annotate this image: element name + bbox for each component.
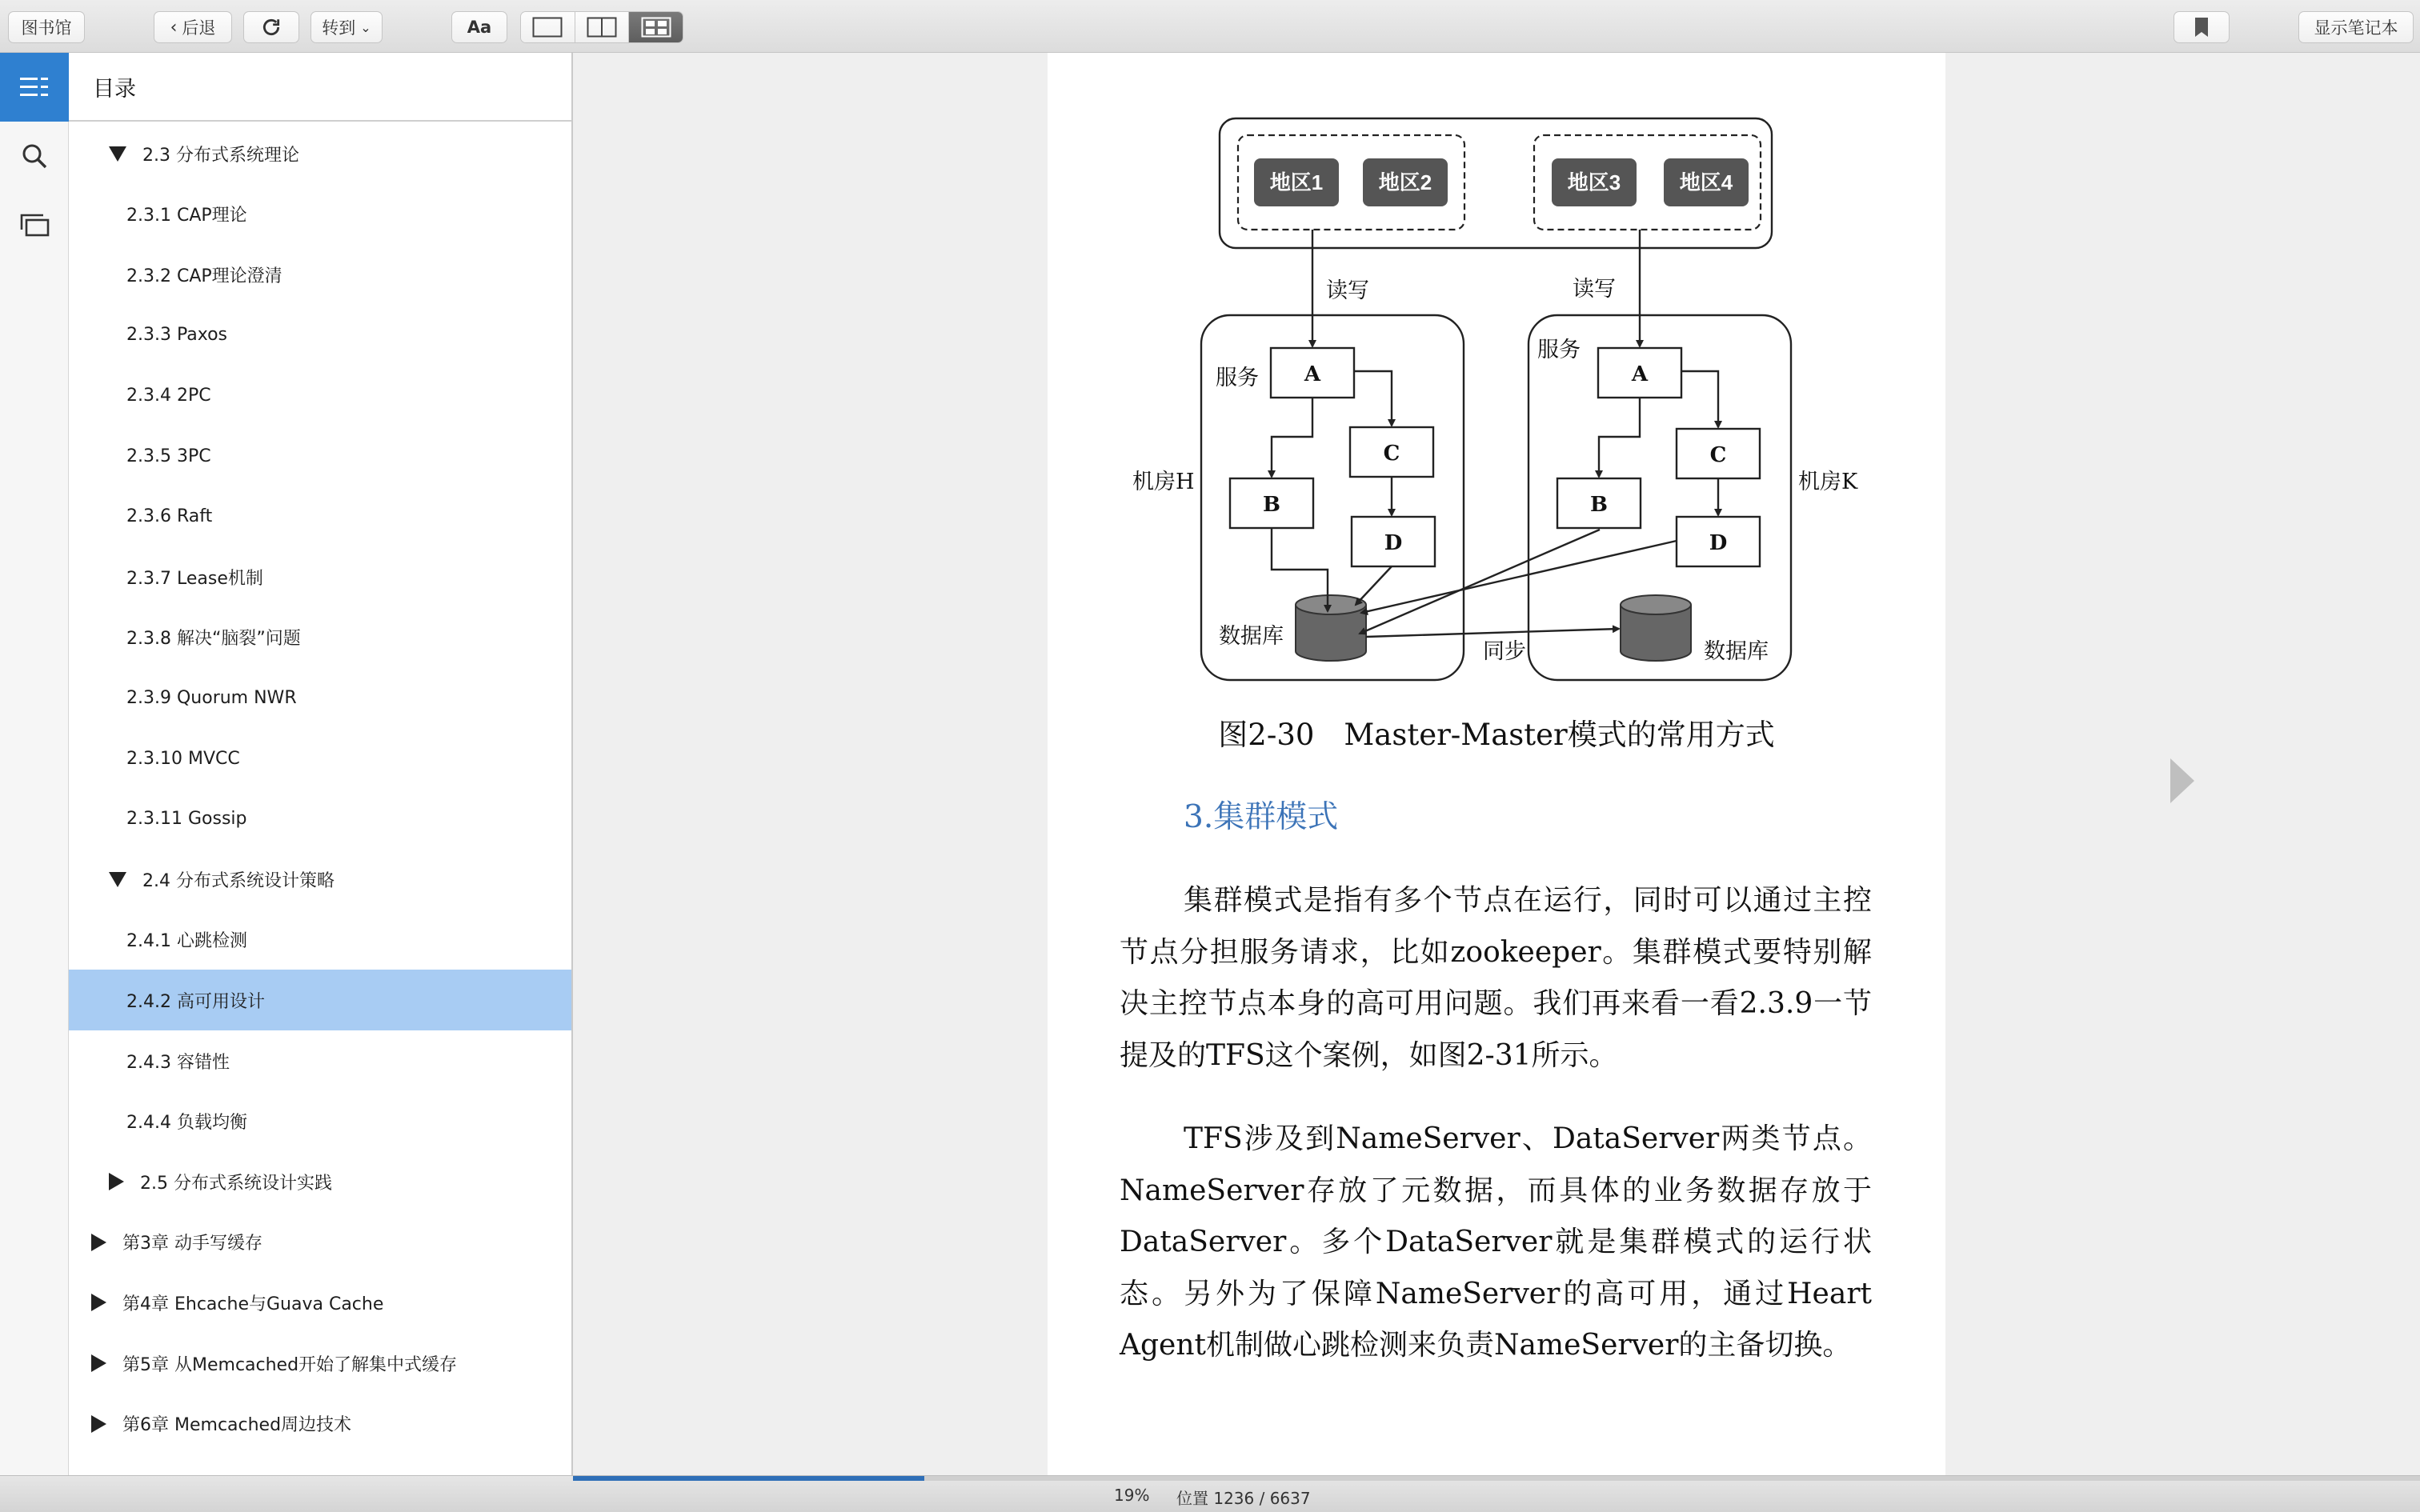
node-k-d-label: D: [1709, 531, 1728, 555]
toc-item[interactable]: [69, 486, 573, 547]
region-2-label: 地区2: [1378, 170, 1432, 194]
book-page: [1048, 53, 1945, 1475]
toc-item-label: 2.3.1 CAP理论: [126, 206, 247, 226]
toc-item-label: 2.4.2 高可用设计: [126, 991, 265, 1012]
rw-left-label: 读写: [1326, 278, 1369, 303]
toc-item[interactable]: [69, 546, 573, 607]
paragraph-2: TFS涉及到NameServer、DataServer两类节点。NameServer存放了元数据，而具体的业务数据存放于DataServer。多个DataServer就是集群模式的运行状态。另外为了保障NameServer的高可用，通过Heart Agent机制做心跳检测来负责NameServer的主备切换。: [1120, 1122, 1872, 1362]
grid-view-icon: [641, 17, 671, 38]
chevron-left-icon: ‹: [170, 17, 178, 38]
reading-area: [573, 53, 2420, 1475]
toc-item-label: 2.4.4 负载均衡: [126, 1113, 247, 1134]
reading-progress-fill: [573, 1476, 924, 1481]
flashcards-tab[interactable]: [0, 190, 69, 259]
font-button[interactable]: [451, 11, 507, 43]
region-1-label: 地区1: [1269, 170, 1324, 194]
database-right-icon: [1621, 595, 1691, 661]
room-k-label: 机房K: [1798, 470, 1858, 494]
paragraph-1: 集群模式是指有多个节点在运行，同时可以通过主控节点分担服务请求，比如zookeeper。集群模式要特别解决主控节点本身的高可用问题。我们再来看一看2.3.9一节提及的TFS这个案例，如图2-31所示。: [1120, 884, 1872, 1072]
single-page-view-button[interactable]: [521, 12, 575, 42]
table-of-contents-panel: [69, 53, 573, 1475]
progress-percent: 19%: [1114, 1486, 1150, 1505]
chevron-down-icon: ⌄: [360, 19, 371, 35]
room-h-label: 机房H: [1132, 470, 1195, 494]
view-mode-selector: [520, 11, 683, 43]
toc-item[interactable]: [69, 667, 573, 728]
toc-item-label: 2.3.6 Raft: [126, 506, 213, 527]
top-toolbar: [0, 0, 2420, 53]
node-k-b-label: B: [1590, 493, 1608, 517]
notebook-label: 显示笔记本: [2314, 18, 2398, 38]
disclosure-expanded-icon[interactable]: [109, 872, 126, 887]
toc-item-label: 2.3.7 Lease机制: [126, 568, 263, 589]
disclosure-expanded-icon[interactable]: [109, 146, 126, 162]
toc-item-label: 第4章 Ehcache与Guava Cache: [122, 1294, 384, 1314]
toc-item[interactable]: [69, 244, 573, 305]
two-page-view-button[interactable]: [575, 12, 630, 42]
node-h-d-label: D: [1384, 531, 1403, 555]
toc-item[interactable]: [69, 1212, 573, 1273]
toc-item-label: 2.3 分布式系统理论: [142, 145, 299, 166]
sync-label: 同步: [1483, 639, 1526, 664]
toc-item-label: 2.3.5 3PC: [126, 446, 211, 466]
toc-item-label: 2.5 分布式系统设计实践: [140, 1173, 332, 1194]
toc-title: 目录: [69, 53, 571, 122]
toc-item[interactable]: [69, 1333, 573, 1394]
toc-item-label: 2.3.4 2PC: [126, 385, 211, 406]
location-readout: 位置 1236 / 6637: [1176, 1489, 1311, 1508]
arrow-k-a-c: [1681, 371, 1718, 427]
library-label: 图书馆: [21, 18, 72, 38]
database-left-icon: [1296, 595, 1366, 661]
toc-item-label: 2.3.9 Quorum NWR: [126, 687, 297, 708]
db-left-label: 数据库: [1219, 624, 1284, 649]
bookmark-button[interactable]: [2174, 11, 2230, 43]
search-icon: [21, 142, 48, 170]
sidebar-rail: [0, 53, 69, 1475]
next-page-arrow-icon[interactable]: [2170, 758, 2194, 803]
db-right-label: 数据库: [1704, 639, 1769, 664]
toc-item-label: 2.3.11 Gossip: [126, 809, 247, 830]
toc-item[interactable]: [69, 1091, 573, 1152]
search-tab[interactable]: [0, 122, 69, 190]
node-h-b-label: B: [1263, 493, 1280, 517]
toc-tab[interactable]: [0, 53, 69, 122]
arrow-h-a-b: [1272, 398, 1312, 477]
toc-item-label: 2.4 分布式系统设计策略: [142, 870, 335, 891]
figure-master-master-diagram: [1048, 53, 1945, 693]
back-button[interactable]: [154, 11, 232, 43]
toc-item-label: 2.4.1 心跳检测: [126, 931, 247, 952]
disclosure-collapsed-icon[interactable]: [91, 1415, 106, 1433]
toc-item[interactable]: [69, 1272, 573, 1333]
toc-item-label: 2.3.2 CAP理论澄清: [126, 266, 282, 286]
region-3-label: 地区3: [1567, 170, 1621, 194]
bookmark-icon: [2194, 17, 2210, 38]
service-right-label: 服务: [1537, 338, 1581, 362]
toc-item[interactable]: [69, 123, 573, 184]
disclosure-collapsed-icon[interactable]: [109, 1173, 124, 1190]
toc-item[interactable]: [69, 910, 573, 970]
toc-item[interactable]: [69, 1151, 573, 1212]
toc-item[interactable]: [69, 1394, 573, 1454]
toc-item[interactable]: [69, 849, 573, 910]
show-notebook-button[interactable]: [2298, 11, 2414, 43]
font-label: Aa: [467, 18, 492, 37]
node-k-a-label: A: [1631, 362, 1649, 386]
toc-item-label: 2.3.3 Paxos: [126, 325, 227, 346]
toc-item[interactable]: [69, 184, 573, 245]
region-4-label: 地区4: [1679, 170, 1733, 194]
reading-progress-bar[interactable]: [573, 1476, 2420, 1481]
refresh-icon: [261, 17, 282, 38]
toc-item[interactable]: [69, 607, 573, 668]
toc-item-label: 2.4.3 容错性: [126, 1052, 230, 1073]
figure-caption: 图2-30 Master-Master模式的常用方式: [1218, 718, 1775, 752]
node-k-c-label: C: [1709, 443, 1727, 467]
section-heading: 3.集群模式: [1184, 799, 1339, 835]
single-page-icon: [532, 17, 563, 38]
node-h-c-label: C: [1383, 442, 1400, 466]
toc-item-label: 2.3.10 MVCC: [126, 748, 240, 769]
back-label: 后退: [182, 18, 216, 38]
toc-item-label: 2.3.8 解决“脑裂”问题: [126, 629, 301, 650]
scroll-view-button[interactable]: [629, 12, 683, 42]
toc-item[interactable]: [69, 365, 573, 426]
toc-item-label: 第3章 动手写缓存: [122, 1234, 262, 1254]
refresh-button[interactable]: [243, 11, 299, 43]
disclosure-collapsed-icon[interactable]: [91, 1234, 106, 1251]
toc-item-label: 第6章 Memcached周边技术: [122, 1415, 352, 1436]
list-icon: [18, 74, 50, 100]
toc-item[interactable]: [69, 305, 573, 366]
disclosure-collapsed-icon[interactable]: [91, 1294, 106, 1311]
goto-button[interactable]: [311, 11, 383, 43]
service-left-label: 服务: [1216, 366, 1259, 390]
toc-item[interactable]: [69, 789, 573, 850]
arrow-sync: [1366, 629, 1619, 637]
library-button[interactable]: [8, 11, 85, 43]
toc-item-label: 第5章 从Memcached开始了解集中式缓存: [122, 1354, 458, 1375]
goto-label: 转到: [322, 18, 356, 38]
rw-right-label: 读写: [1573, 277, 1616, 302]
arrow-k-a-b: [1599, 398, 1640, 477]
two-page-icon: [587, 17, 617, 38]
cards-icon: [19, 212, 50, 238]
toc-item[interactable]: [69, 970, 573, 1030]
toc-item[interactable]: [69, 426, 573, 486]
toc-item[interactable]: [69, 728, 573, 789]
arrow-h-a-c: [1354, 371, 1392, 426]
node-h-a-label: A: [1304, 362, 1321, 386]
toc-item[interactable]: [69, 1030, 573, 1091]
arrow-h-d-db: [1356, 566, 1392, 605]
status-bar: [0, 1475, 2420, 1512]
disclosure-collapsed-icon[interactable]: [91, 1354, 106, 1372]
